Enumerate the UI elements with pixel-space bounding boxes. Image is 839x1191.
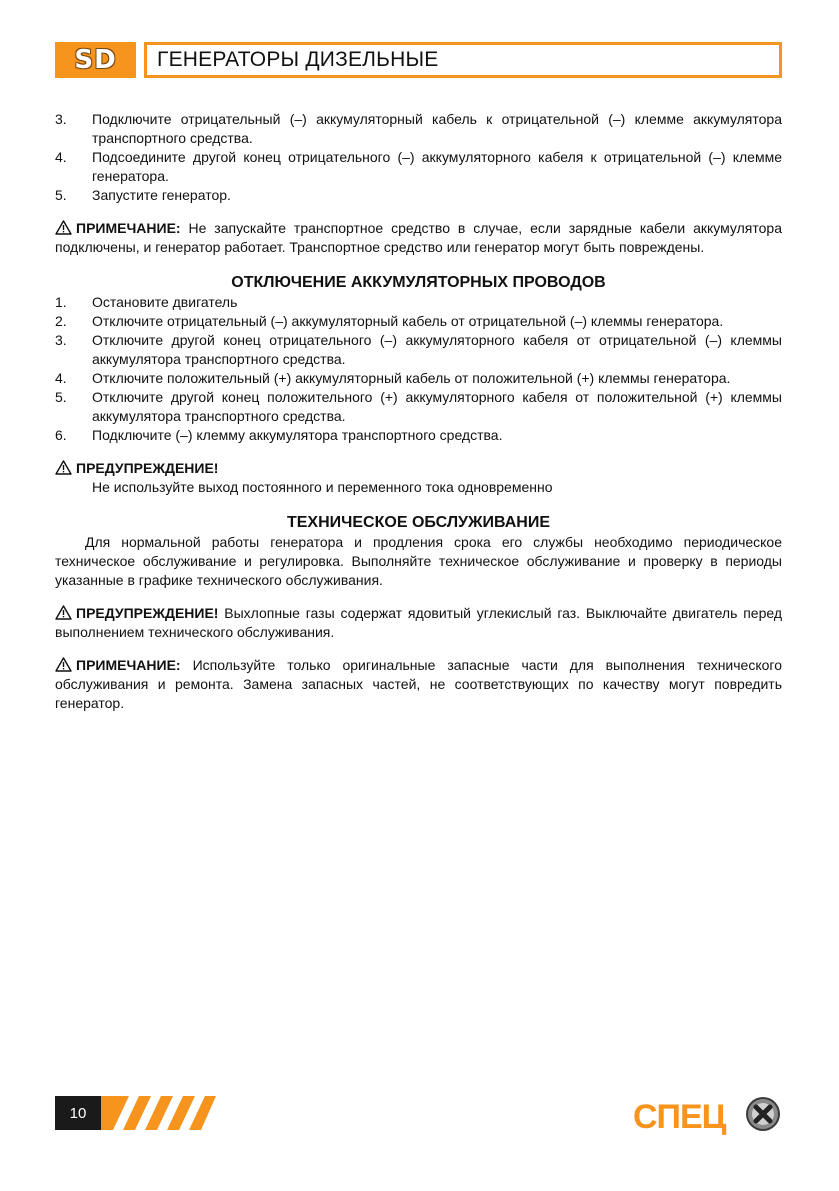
list-item bbox=[55, 312, 782, 331]
sd-logo-text: SD bbox=[74, 45, 117, 75]
list-item-text: Подключите отрицательный (–) аккумуляторный кабель к отрицательной (–) клемме аккумулятора транспортного средства. bbox=[92, 111, 782, 146]
list-item-number: 4. bbox=[55, 370, 67, 386]
warning-paragraph bbox=[55, 604, 782, 642]
list-item-text: Отключите отрицательный (–) аккумуляторный кабель от отрицательной (–) клеммы генератора. bbox=[92, 313, 724, 329]
list-item-text: Отключите другой конец отрицательного (–) аккумуляторного кабеля от отрицательной (–) клеммы аккумулятора транспортного средства. bbox=[92, 332, 782, 367]
list-item-number: 1. bbox=[55, 294, 67, 310]
list-item-text: Запустите генератор. bbox=[92, 187, 231, 203]
list-item bbox=[55, 388, 782, 426]
section-title-disconnect: ОТКЛЮЧЕНИЕ АККУМУЛЯТОРНЫХ ПРОВОДОВ bbox=[231, 274, 606, 291]
note-paragraph bbox=[55, 219, 782, 257]
warning-text: Не используйте выход постоянного и переменного тока одновременно bbox=[92, 479, 553, 495]
maintenance-paragraph: Для нормальной работы генератора и продления срока его службы необходимо периодическое техническое обслуживание и регулировка. Выполняйте техническое обслуживание и проверку в периоды указанные в графике технического обслуживания. bbox=[55, 534, 782, 588]
list-item-number: 4. bbox=[55, 149, 67, 165]
warning-triangle-icon bbox=[55, 657, 72, 672]
list-item bbox=[55, 426, 782, 445]
brand-text: СПЕЦ bbox=[633, 1098, 726, 1135]
page-number-box bbox=[55, 1096, 101, 1130]
list-item-number: 5. bbox=[55, 389, 67, 405]
sd-logo bbox=[55, 42, 136, 78]
note-label: ПРИМЕЧАНИЕ: bbox=[76, 657, 181, 673]
warning-block bbox=[55, 459, 782, 497]
list-item bbox=[55, 331, 782, 369]
list-item-number: 3. bbox=[55, 332, 67, 348]
list-item-number: 3. bbox=[55, 111, 67, 127]
list-item bbox=[55, 148, 782, 186]
list-item-text: Остановите двигатель bbox=[92, 294, 238, 310]
list-item bbox=[55, 293, 782, 312]
stripes-decoration bbox=[101, 1096, 216, 1130]
list-item bbox=[55, 186, 782, 205]
list-item-text: Подключите (–) клемму аккумулятора транспортного средства. bbox=[92, 427, 503, 443]
list-item-text: Отключите другой конец положительного (+) аккумуляторного кабеля от положительной (+) клеммы аккумулятора транспортного средства. bbox=[92, 389, 782, 424]
warning-triangle-icon bbox=[55, 460, 72, 475]
list-item bbox=[55, 369, 782, 388]
header-bar bbox=[144, 42, 782, 78]
note-text: Используйте только оригинальные запасные части для выполнения технического обслуживания и ремонта. Замена запасных частей, не соответствующих по качеству могут повредить генератор. bbox=[55, 657, 782, 711]
warning-triangle-icon bbox=[55, 605, 72, 620]
page-number: 10 bbox=[69, 1104, 87, 1122]
list-item-text: Отключите положительный (+) аккумуляторный кабель от положительной (+) клеммы генератора. bbox=[92, 370, 731, 386]
warning-label: ПРЕДУПРЕЖДЕНИЕ! bbox=[76, 460, 219, 476]
warning-text: Выхлопные газы содержат ядовитый углекислый газ. Выключайте двигатель перед выполнением технического обслуживания. bbox=[55, 605, 782, 640]
page-title: ГЕНЕРАТОРЫ ДИЗЕЛЬНЫЕ bbox=[157, 48, 439, 71]
section-title-maintenance: ТЕХНИЧЕСКОЕ ОБСЛУЖИВАНИЕ bbox=[286, 514, 551, 531]
list-item-number: 2. bbox=[55, 313, 67, 329]
note-text: Не запускайте транспортное средство в случае, если зарядные кабели аккумулятора подключены, и генератор работает. Транспортное средство или генератор могут быть повреждены. bbox=[55, 220, 782, 255]
document-body bbox=[55, 110, 782, 713]
list-item-number: 6. bbox=[55, 427, 67, 443]
disconnect-steps-list bbox=[55, 293, 782, 445]
spec-brand-logo bbox=[633, 1093, 783, 1135]
list-item bbox=[55, 110, 782, 148]
note-paragraph bbox=[55, 656, 782, 713]
warning-label: ПРЕДУПРЕЖДЕНИЕ! bbox=[76, 605, 219, 621]
list-item-number: 5. bbox=[55, 187, 67, 203]
connect-steps-list bbox=[55, 110, 782, 205]
warning-triangle-icon bbox=[55, 220, 72, 235]
list-item-text: Подсоедините другой конец отрицательного (–) аккумуляторного кабеля к отрицательной (–) клемме генератора. bbox=[92, 149, 782, 184]
brand-gear-icon bbox=[746, 1097, 780, 1131]
note-label: ПРИМЕЧАНИЕ: bbox=[76, 220, 181, 236]
page-header bbox=[55, 42, 782, 78]
